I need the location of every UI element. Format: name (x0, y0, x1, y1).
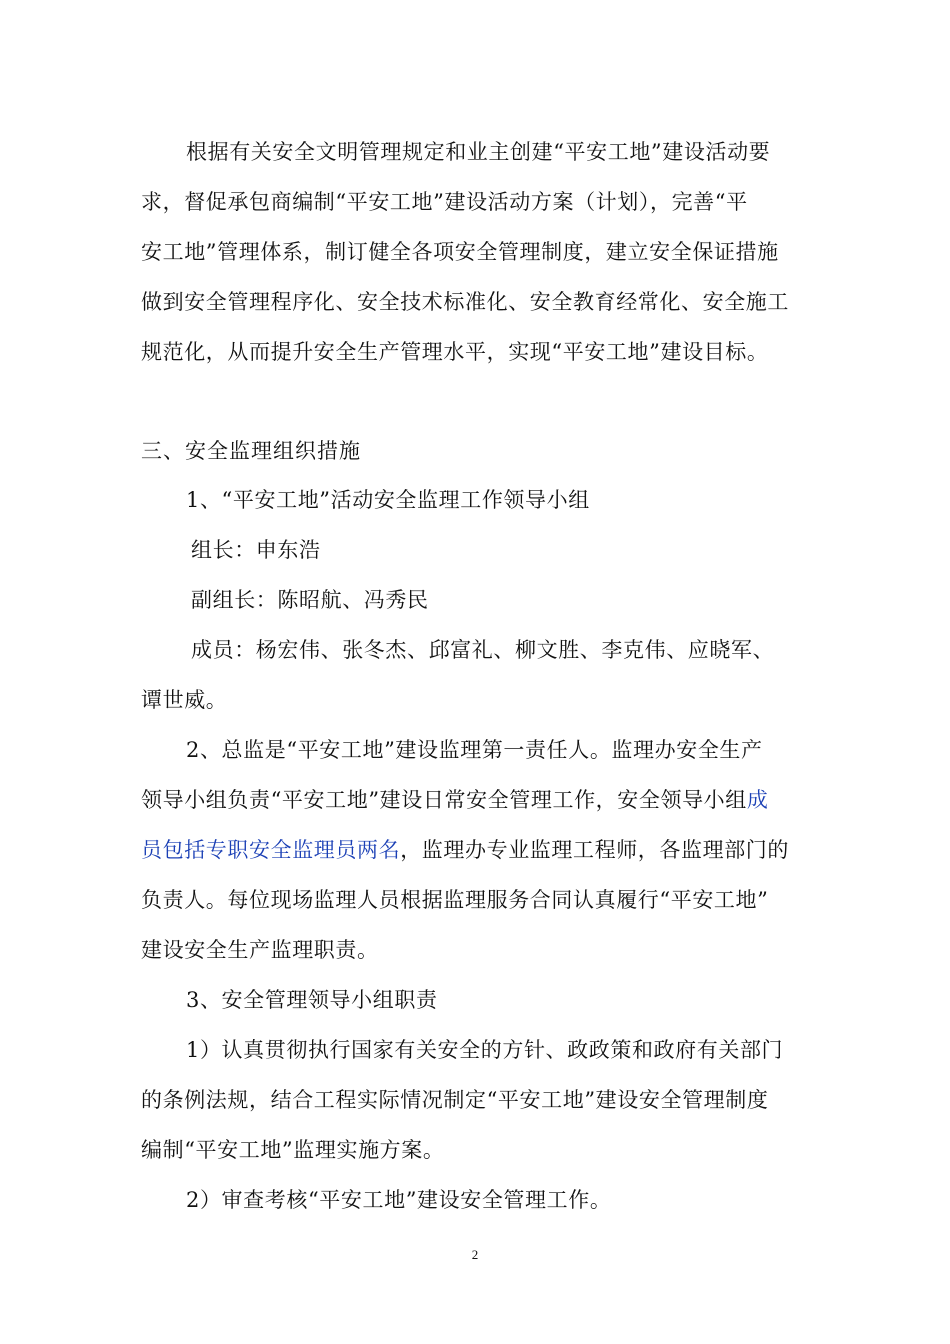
item-2-line-2-text: 领导小组负责“平安工地”建设日常安全管理工作，安全领导小组 (141, 788, 747, 812)
highlighted-text: 员包括专职安全监理员两名 (141, 838, 401, 862)
vice-leader-line: 副组长：陈昭航、冯秀民 (191, 588, 429, 612)
item-2-line-2 (141, 786, 768, 814)
duty-2-line: 2）审查考核“平安工地”建设安全管理工作。 (186, 1188, 612, 1212)
item-2-line-3 (141, 836, 789, 864)
leader-line: 组长：申东浩 (191, 538, 321, 562)
item-2-line-5: 建设安全生产监理职责。 (141, 938, 379, 962)
intro-paragraph-line-2: 求，督促承包商编制“平安工地”建设活动方案（计划），完善“平 (141, 190, 748, 214)
duty-1-line-2: 的条例法规，结合工程实际情况制定“平安工地”建设安全管理制度 (141, 1088, 769, 1112)
item-2-line-4: 负责人。每位现场监理人员根据监理服务合同认真履行“平安工地” (141, 888, 769, 912)
page-number: 2 (471, 1247, 479, 1262)
duty-1-line-1: 1）认真贯彻执行国家有关安全的方针、政政策和政府有关部门 (186, 1038, 784, 1062)
duty-1-line-3: 编制“平安工地”监理实施方案。 (141, 1138, 445, 1162)
intro-paragraph-line-5: 规范化，从而提升安全生产管理水平，实现“平安工地”建设目标。 (141, 340, 769, 364)
intro-paragraph-line-3: 安工地”管理体系，制订健全各项安全管理制度，建立安全保证措施 (141, 240, 779, 264)
highlighted-text-start: 成 (746, 788, 769, 812)
intro-paragraph-line-4: 做到安全管理程序化、安全技术标准化、安全教育经常化、安全施工 (141, 290, 789, 314)
members-line-1: 成员：杨宏伟、张冬杰、邱富礼、柳文胜、李克伟、应晓军、 (191, 638, 775, 662)
item-1-title: 1、“平安工地”活动安全监理工作领导小组 (186, 488, 590, 512)
members-line-2: 谭世威。 (141, 688, 228, 712)
intro-paragraph-line-1: 根据有关安全文明管理规定和业主创建“平安工地”建设活动要 (186, 140, 771, 164)
section-heading: 三、安全监理组织措施 (141, 439, 361, 463)
item-3-title: 3、安全管理领导小组职责 (186, 988, 438, 1012)
item-2-line-3-text: ，监理办专业监理工程师，各监理部门的 (400, 838, 790, 862)
item-2-line-1: 2、总监是“平安工地”建设监理第一责任人。监理办安全生产 (186, 738, 763, 762)
